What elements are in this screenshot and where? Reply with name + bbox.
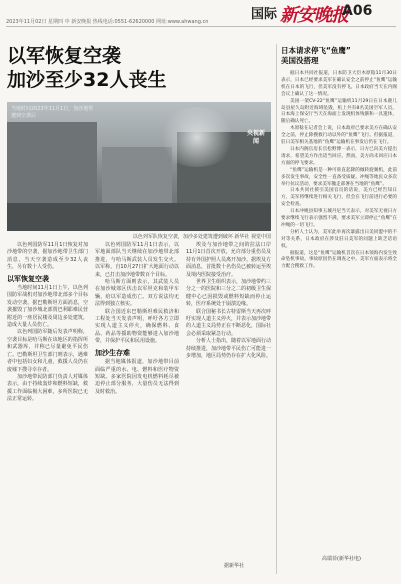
sidebar-paragraph: 日本冲绳县知事玉城丹尼当天表示，对美军无视日方要求继续飞行表示强烈不满，要求美军立即停止“鱼鹰”在冲绳的一切飞行。 <box>281 209 397 228</box>
article-byline: 据新华社 <box>224 563 245 569</box>
article-paragraph: 联合国近东巴勒斯坦难民救济和工程处当天发表声明，呼吁各方立即实现人道主义停火，确保燃料、食品、药品等援助物资能够进入加沙地带，并保护平民和民用设施。 <box>95 308 179 345</box>
photo-overlay-text <box>11 106 93 120</box>
cctv-news-logo: 央视新闻 <box>246 130 265 145</box>
news-photo <box>7 102 271 231</box>
sidebar-paragraph: 据报道，这是“鱼鹰”运输机首次在日本领海内发生致命坠机事故。事故原因仍在调查之中。美军方面表示将全力配合搜救工作。 <box>281 250 397 270</box>
column-divider <box>276 44 277 574</box>
sidebar-paragraph: 分析人士认为，美军此举再次暴露出日美同盟中的不对等关系，日本政府在涉及驻日美军的问题上缺乏话语权。 <box>281 229 397 249</box>
article-paragraph: 当地时间11月1日上午，以色列国防军战机对加沙地带北部多个目标发动空袭。据巴勒斯坦方面消息，空袭摧毁了加沙城北部贾巴利耶难民营附近的一座居民楼及周边多处建筑，造成大量人员伤亡。 <box>7 285 88 329</box>
sidebar-headline <box>281 46 397 66</box>
photo-caption: 以色列军队恢复空袭，加沙多处建筑遭到破坏 新华社 视觉中国 <box>132 234 271 240</box>
photo-rubble <box>7 203 271 231</box>
article-subheading: 以军恢复空袭 <box>7 274 49 283</box>
sidebar-paragraph: 美国一架CV-22“鱼鹰”运输机11月29日在日本鹿儿岛县屋久岛附近海域坠毁，机上共有8名美国空军人员。日本海上保安厅当天在海面上发现机体残骸和一具遗体，随后确认死亡。 <box>281 98 397 125</box>
article-paragraph: 以色列国防军随后发表声明称，空袭目标是哈马斯在该地区的指挥所和武器库，并称已尽量避免平民伤亡。巴勒斯坦卫生部门则表示，遇难者中包括妇女和儿童，救援人员仍在废墟下搜寻幸存者。 <box>7 329 88 373</box>
article-paragraph: 哈马斯方面则表示，其武装人员在加沙城郊区伏击以军坦克和装甲车辆，给以军造成伤亡。双方说法均无法得到独立核实。 <box>95 279 179 308</box>
photo-overlay-line: 当地时间2023年11月1日，加沙地带 <box>11 106 94 112</box>
article-paragraph: 据当地媒体报道，加沙地带目前面临严重的水、电、燃料和医疗物资短缺。多家医院因发电机燃料耗尽被迫停止部分服务，大量伤员无法得到及时救治。 <box>95 359 179 395</box>
newspaper-masthead: 新安晚报 <box>280 5 348 26</box>
sidebar-paragraph: “鱼鹰”运输机是一种可垂直起降的倾转旋翼机，此前多次发生事故，安全性一直备受质疑。冲绳等地民众多次举行抗议活动，要求美军撤走部署在当地的“鱼鹰”。 <box>281 167 397 187</box>
article-paragraph: 分析人士指出，随着以军地面行动持续推进，加沙地带平民伤亡可能进一步增加，地区局势仍存在扩大化风险。 <box>186 338 272 360</box>
article-paragraph: 以色列国防军11月1日表示，以军地面部队当天继续在加沙地带北部推进，与哈马斯武装人员发生交火。以军称，自10月27日扩大地面行动以来，已打击加沙地带数百个目标。 <box>95 242 179 278</box>
article-paragraph: 世界卫生组织表示，加沙地带约三分之一的医院和三分之二的初级卫生保健中心已因损毁或燃料短缺而停止运转，医疗系统处于崩溃边缘。 <box>186 279 272 308</box>
article-paragraph: 联合国秘书长古特雷斯当天再次呼吁实现人道主义停火，并表示加沙地带的人道主义局势正在不断恶化，国际社会必须采取紧急行动。 <box>186 308 272 337</box>
header-divider <box>6 26 396 27</box>
article-paragraph: 以色列国防军11月1日恢复对加沙地带的空袭，据加沙地带卫生部门消息，当天空袭造成至少32人丧生，另有数十人受伤。 <box>7 242 88 271</box>
sidebar-paragraph: 日本内阁官房长官松野博一表示，日方已向美方提出请求，希望美方作出适当回应。然而，美方尚未回应日本方面的停飞要求。 <box>281 146 397 166</box>
sidebar-article-body <box>281 71 397 271</box>
sidebar-headline-line-1: 日本请求停飞“鱼鹰” <box>281 46 351 55</box>
photo-smoke <box>157 107 237 167</box>
page-header <box>0 0 401 28</box>
article-column-3 <box>186 242 271 361</box>
headline-line-2: 加沙至少32人丧生 <box>7 69 167 91</box>
dateline: 2023年11月02日 星期四 中 新安晚报 热线电话:0551-62620000 网址:www.ahwang.cn <box>6 19 209 25</box>
sidebar-byline: 高瑞菲(新华社电) <box>322 556 361 562</box>
article-subheading: 加沙生存难 <box>95 348 130 357</box>
article-paragraph: 埃及与加沙地带之间的拉法口岸11月1日首次开放，允许部分重伤员及持有外国护照人员离开加沙。据埃及方面消息，首批数十名伤员已被转运至埃及境内医院接受治疗。 <box>186 242 272 278</box>
headline-line-1: 以军恢复空袭 <box>7 45 122 67</box>
photo-overlay-line: 遭到空袭后 <box>11 113 37 119</box>
sidebar-headline-line-2: 美国没搭理 <box>281 56 319 65</box>
article-paragraph: 加沙地带民防部门负责人对媒体表示，由于持续轰炸和燃料短缺，救援工作面临极大困难，多所医院已无法正常运转。 <box>7 373 88 403</box>
section-label: 国际 <box>251 7 278 22</box>
article-headline <box>7 44 267 92</box>
article-column-1 <box>7 242 88 404</box>
sidebar-paragraph: 木原稔在记者会上说，日本政府已要求美方在确认安全之前，停止除搜救行动以外的“鱼鹰”飞行。但据报道，驻日美军相关基地的“鱼鹰”运输机在事发后仍在飞行。 <box>281 126 397 146</box>
sidebar-paragraph: 据日本共同社报道，日本防卫大臣木原稔11月30日表示，日本已经要求美军在确认安全之前停止“鱼鹰”运输机在日本的飞行，但美军没有停飞。日本政府当天在内阁会议上确认了这一情况。 <box>281 71 397 97</box>
page-number: A06 <box>342 3 373 19</box>
article-column-2 <box>95 242 179 396</box>
sidebar-paragraph: 日本共同社援引美国官员的话说，美方已经告知日方，美军将继续进行相关飞行，但会在飞行前进行必要的安全检查。 <box>281 188 397 208</box>
